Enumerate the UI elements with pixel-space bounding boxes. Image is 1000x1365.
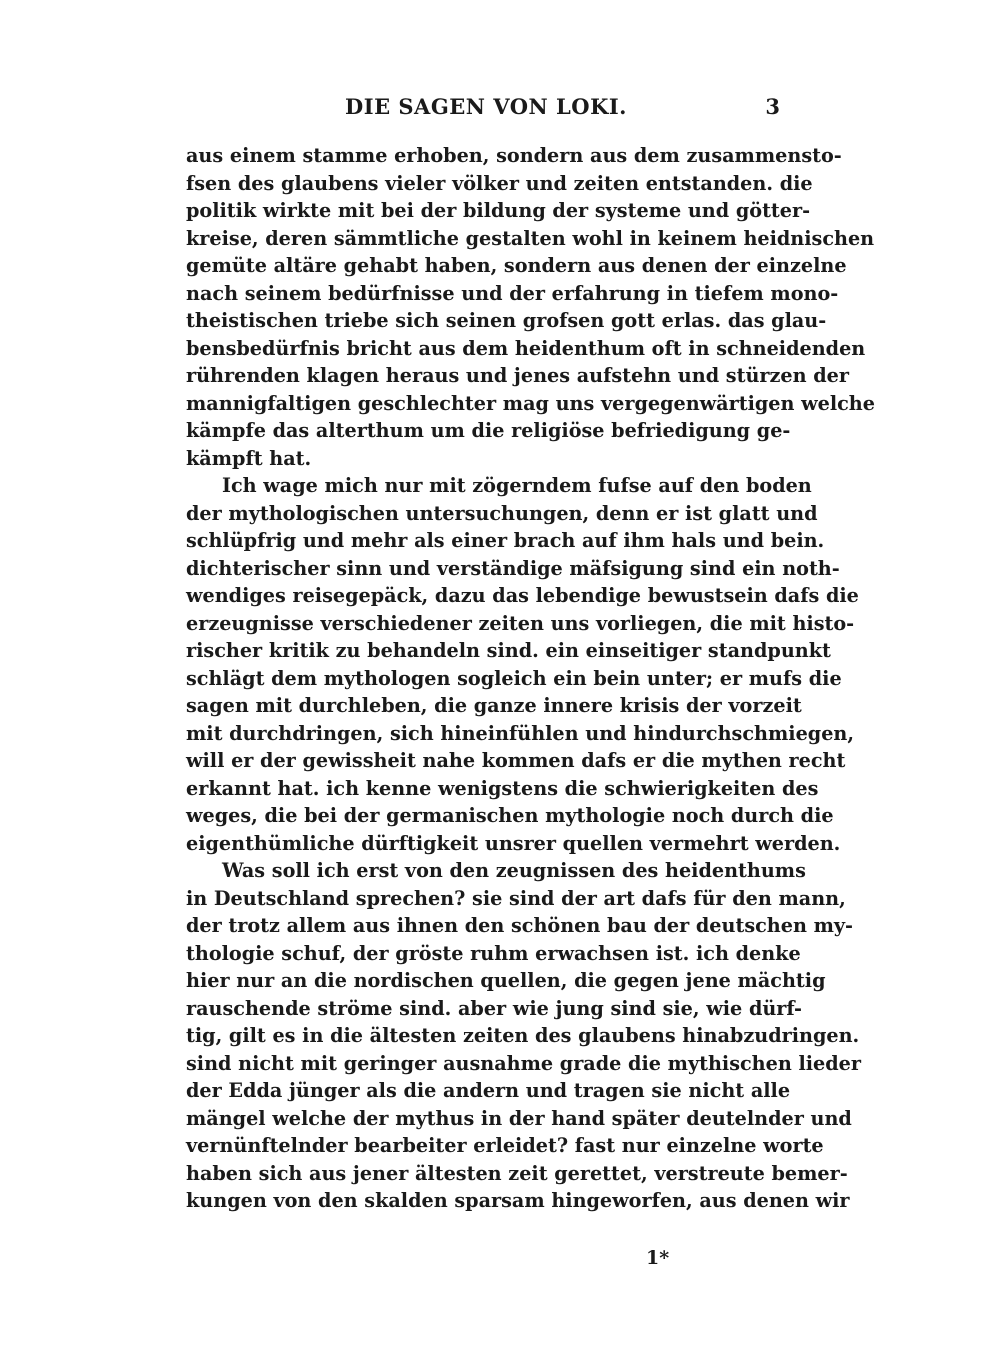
text-line: kungen von den skalden sparsam hingeworfen, aus denen wir (186, 1189, 850, 1212)
text-line: mängel welche der mythus in der hand später deutelnder und (186, 1106, 852, 1130)
text-line: aus einem stamme erhoben, sondern aus dem zusammensto- (186, 144, 842, 167)
text-line: erzeugnisse verschiedener zeiten uns vorliegen, die mit histo- (186, 611, 855, 635)
text-line: haben sich aus jener ältesten zeit gerettet, verstreute bemer- (186, 1161, 848, 1185)
text-line: kämpfe das alterthum um die religiöse befriedigung ge- (186, 419, 791, 442)
text-line: bensbedürfnis bricht aus dem heidenthum oft in schneidenden (186, 336, 866, 360)
text-line: der Edda jünger als die andern und tragen sie nicht alle (186, 1079, 791, 1102)
text-line: politik wirkte mit bei der bildung der systeme und götter- (186, 199, 811, 222)
text-line: gemüte altäre gehabt haben, sondern aus denen der einzelne (186, 254, 847, 277)
text-line: sagen mit durchleben, die ganze innere krisis der vorzeit (186, 694, 802, 717)
running-title: DIE SAGEN VON LOKI. (345, 94, 627, 119)
text-line: Ich wage mich nur mit zögerndem fufse auf den boden (222, 474, 812, 497)
text-line: vernünftelnder bearbeiter erleidet? fast nur einzelne worte (186, 1134, 824, 1157)
text-line: hier nur an die nordischen quellen, die gegen jene mächtig (186, 969, 826, 992)
text-line: nach seinem bedürfnisse und der erfahrung in tiefem mono- (186, 281, 839, 305)
text-line: will er der gewissheit nahe kommen dafs er die mythen recht (186, 749, 846, 772)
text-line: schlägt dem mythologen sogleich ein bein unter; er mufs die (186, 666, 842, 690)
text-line: schlüpfrig und mehr als einer brach auf ihm hals und bein. (186, 529, 825, 552)
text-line: der mythologischen untersuchungen, denn er ist glatt und (186, 501, 818, 525)
text-line: sind nicht mit geringer ausnahme grade die mythischen lieder (186, 1051, 861, 1075)
text-line: thologie schuf, der gröste ruhm erwachsen ist. ich denke (186, 941, 801, 965)
text-line: wendiges reisegepäck, dazu das lebendige bewustsein dafs die (186, 584, 859, 607)
text-line: theistischen triebe sich seinen grofsen gott erlas. das glau- (186, 309, 827, 332)
text-line: weges, die bei der germanischen mythologie noch durch die (186, 804, 834, 827)
text-line: Was soll ich erst von den zeugnissen des heidenthums (222, 859, 806, 882)
text-line: rührenden klagen heraus und jenes aufstehn und stürzen der (186, 364, 849, 387)
text-line: der trotz allem aus ihnen den schönen bau der deutschen my- (186, 914, 854, 937)
page-header (186, 94, 786, 130)
text-line: mit durchdringen, sich hineinfühlen und hindurchschmiegen, (186, 721, 855, 745)
text-line: dichterischer sinn und verständige mäfsigung sind ein noth- (186, 556, 840, 580)
text-line: kreise, deren sämmtliche gestalten wohl in keinem heidnischen (186, 226, 875, 250)
body-text (186, 142, 875, 1215)
signature-mark: 1* (646, 1247, 670, 1269)
text-line: rischer kritik zu behandeln sind. ein einseitiger standpunkt (186, 639, 831, 662)
text-line: rauschende ströme sind. aber wie jung sind sie, wie dürf- (186, 996, 802, 1020)
page-number: 3 (765, 94, 780, 119)
text-line: kämpft hat. (186, 446, 312, 470)
text-line: tig, gilt es in die ältesten zeiten des glaubens hinabzudringen. (186, 1024, 860, 1047)
text-line: fsen des glaubens vieler völker und zeiten entstanden. die (186, 171, 813, 195)
text-line: in Deutschland sprechen? sie sind der art dafs für den mann, (186, 886, 846, 910)
text-line: mannigfaltigen geschlechter mag uns vergegenwärtigen welche (186, 391, 875, 415)
text-line: erkannt hat. ich kenne wenigstens die schwierigkeiten des (186, 776, 819, 800)
text-line: eigenthümliche dürftigkeit unsrer quellen vermehrt werden. (186, 831, 841, 855)
